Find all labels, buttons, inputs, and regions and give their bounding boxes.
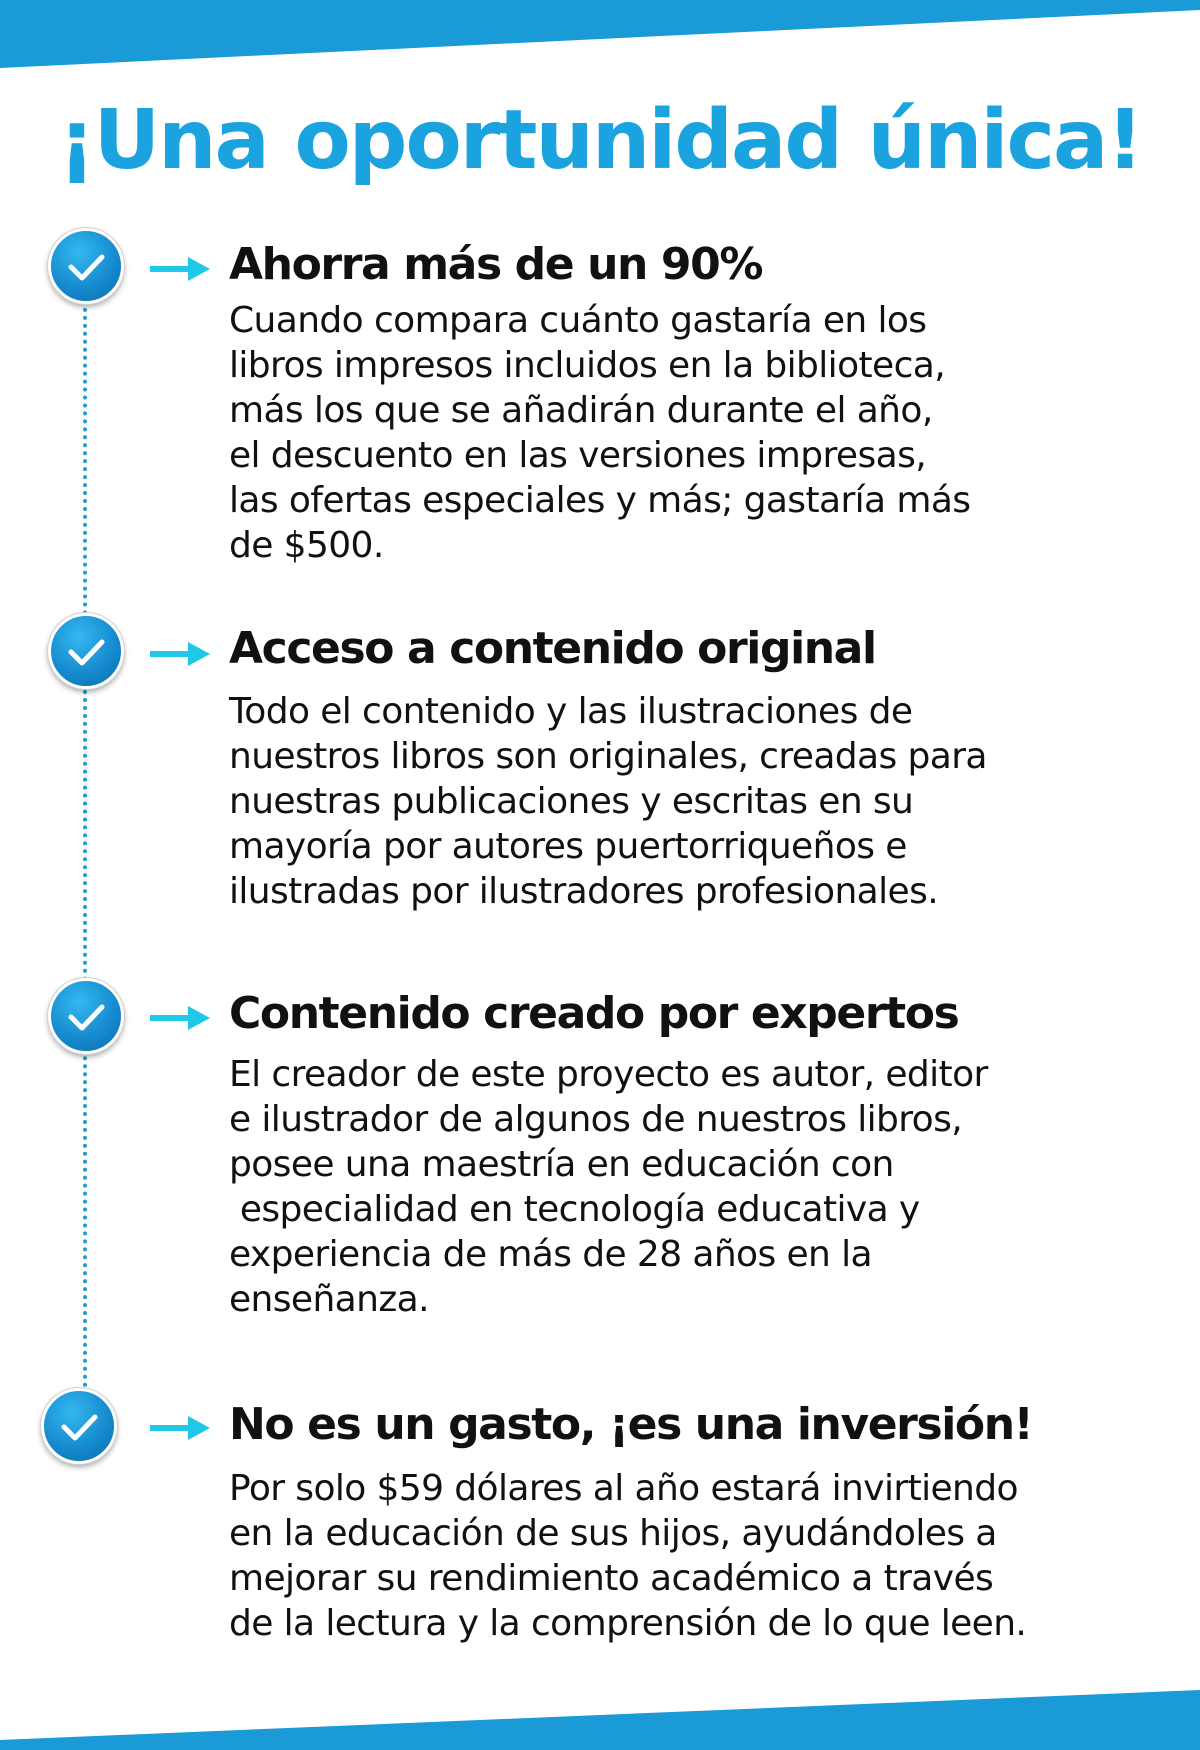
timeline-dotted-line (83, 292, 87, 1404)
arrow-right-icon (150, 1004, 212, 1032)
arrow-right-icon (150, 255, 212, 283)
description-line: las ofertas especiales y más; gastaría más (229, 480, 971, 521)
benefit-description (229, 298, 1149, 568)
check-circle-icon (48, 613, 124, 689)
description-line: especialidad en tecnología educativa y (229, 1189, 920, 1230)
description-line: de $500. (229, 525, 384, 566)
check-circle-icon (48, 978, 124, 1054)
description-line: Todo el contenido y las ilustraciones de (229, 691, 913, 732)
benefit-description (229, 689, 1149, 914)
description-line: ilustradas por ilustradores profesionales. (229, 871, 939, 912)
bottom-banner-stripe (0, 1680, 1200, 1750)
arrow-right-icon (150, 1414, 212, 1442)
description-line: Por solo $59 dólares al año estará invirtiendo (229, 1468, 1018, 1509)
benefit-title: Contenido creado por expertos (229, 988, 959, 1039)
check-circle-icon (41, 1388, 117, 1464)
description-line: nuestras publicaciones y escritas en su (229, 781, 914, 822)
description-line: experiencia de más de 28 años en la (229, 1234, 872, 1275)
description-line: mayoría por autores puertorriqueños e (229, 826, 907, 867)
description-line: más los que se añadirán durante el año, (229, 390, 933, 431)
page-title: ¡Una oportunidad única! (58, 93, 1142, 188)
description-line: mejorar su rendimiento académico a través (229, 1558, 994, 1599)
description-line: posee una maestría en educación con (229, 1144, 894, 1185)
description-line: e ilustrador de algunos de nuestros libros, (229, 1099, 963, 1140)
benefit-title: No es un gasto, ¡es una inversión! (229, 1399, 1033, 1450)
description-line: El creador de este proyecto es autor, editor (229, 1054, 988, 1095)
arrow-right-icon (150, 640, 212, 668)
description-line: libros impresos incluidos en la biblioteca, (229, 345, 946, 386)
description-line: de la lectura y la comprensión de lo que leen. (229, 1603, 1027, 1644)
description-line: en la educación de sus hijos, ayudándoles a (229, 1513, 997, 1554)
benefit-title: Acceso a contenido original (229, 623, 876, 674)
benefit-description (229, 1466, 1149, 1646)
benefit-description (229, 1052, 1149, 1322)
description-line: el descuento en las versiones impresas, (229, 435, 927, 476)
check-circle-icon (48, 228, 124, 304)
top-banner-stripe (0, 0, 1200, 70)
description-line: Cuando compara cuánto gastaría en los (229, 300, 927, 341)
description-line: enseñanza. (229, 1279, 429, 1320)
description-line: nuestros libros son originales, creadas para (229, 736, 987, 777)
benefit-title: Ahorra más de un 90% (229, 239, 763, 290)
